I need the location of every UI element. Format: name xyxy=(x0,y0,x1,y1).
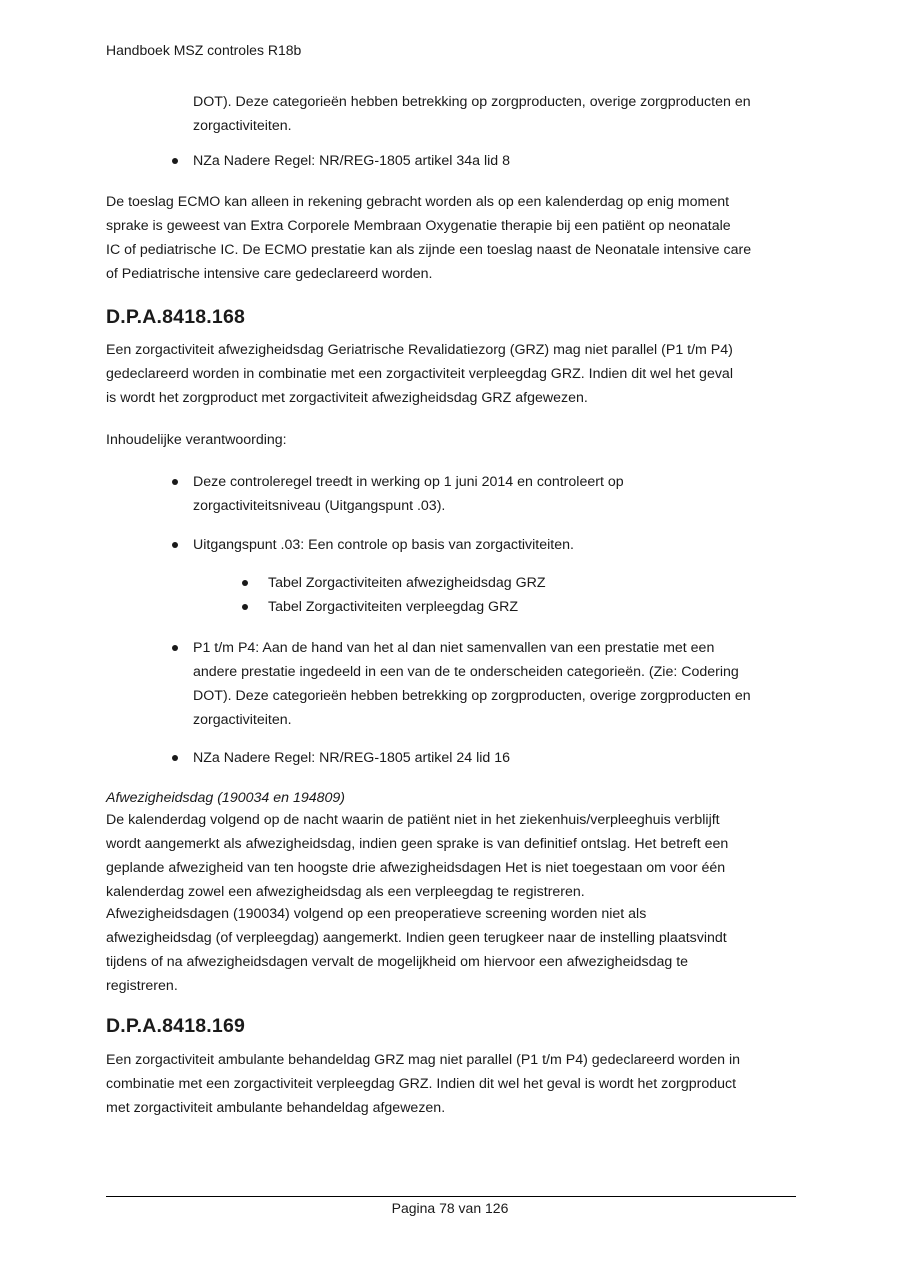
text-line: wordt aangemerkt als afwezigheidsdag, indien geen sprake is van definitief ontslag. Het betreft een xyxy=(106,836,729,852)
text-line: met zorgactiviteit ambulante behandeldag afgewezen. xyxy=(106,1100,446,1116)
page-number: Pagina 78 van 126 xyxy=(391,1200,509,1216)
text-line: registreren. xyxy=(106,978,178,994)
text-line: afwezigheidsdag (of verpleegdag) aangemerkt. Indien geen terugkeer naar de instelling plaatsvindt xyxy=(106,930,727,946)
text-line: is wordt het zorgproduct met zorgactiviteit afwezigheidsdag GRZ afgewezen. xyxy=(106,390,588,406)
list-item: Uitgangspunt .03: Een controle op basis van zorgactiviteiten. xyxy=(193,537,574,553)
bullet-icon xyxy=(242,580,248,586)
text-line: Afwezigheidsdagen (190034) volgend op een preoperatieve screening worden niet als xyxy=(106,906,647,922)
italic-subheading: Afwezigheidsdag (190034 en 194809) xyxy=(106,790,346,806)
text-line: geplande afwezigheid van ten hoogste drie afwezigheidsdagen Het is niet toegestaan om voor één xyxy=(106,860,726,876)
label: Inhoudelijke verantwoording: xyxy=(106,432,287,448)
sub-list-item: Tabel Zorgactiviteiten verpleegdag GRZ xyxy=(268,599,518,615)
bullet-icon xyxy=(172,479,178,485)
text-line: sprake is geweest van Extra Corporele Membraan Oxygenatie therapie bij een patiënt op neonatale xyxy=(106,218,731,234)
text-line: zorgactiviteiten. xyxy=(193,118,292,134)
list-item: Deze controleregel treedt in werking op 1 juni 2014 en controleert op xyxy=(193,474,624,490)
list-item: NZa Nadere Regel: NR/REG-1805 artikel 34a lid 8 xyxy=(193,153,511,169)
list-item-continued: zorgactiviteitsniveau (Uitgangspunt .03). xyxy=(193,498,446,514)
bullet-icon xyxy=(172,645,178,651)
text-line: of Pediatrische intensive care gedeclareerd worden. xyxy=(106,266,433,282)
list-item: NZa Nadere Regel: NR/REG-1805 artikel 24 lid 16 xyxy=(193,750,511,766)
running-header: Handboek MSZ controles R18b xyxy=(106,42,302,58)
sub-list-item: Tabel Zorgactiviteiten afwezigheidsdag GRZ xyxy=(268,575,546,591)
bullet-icon xyxy=(172,755,178,761)
text-line: Een zorgactiviteit afwezigheidsdag Geriatrische Revalidatiezorg (GRZ) mag niet parallel (P1 t/m P4) xyxy=(106,342,733,358)
text-line: De kalenderdag volgend op de nacht waarin de patiënt niet in het ziekenhuis/verpleeghuis verblijft xyxy=(106,812,720,828)
text-line: De toeslag ECMO kan alleen in rekening gebracht worden als op een kalenderdag op enig moment xyxy=(106,194,730,210)
text-line: Een zorgactiviteit ambulante behandeldag GRZ mag niet parallel (P1 t/m P4) gedeclareerd worden in xyxy=(106,1052,741,1068)
bullet-icon xyxy=(242,604,248,610)
text-line: tijdens of na afwezigheidsdagen vervalt de mogelijkheid om hiervoor een afwezigheidsdag te xyxy=(106,954,689,970)
footer-divider xyxy=(106,1196,796,1197)
text-line: gedeclareerd worden in combinatie met een zorgactiviteit verpleegdag GRZ. Indien dit wel het geval xyxy=(106,366,733,382)
text-line: combinatie met een zorgactiviteit verpleegdag GRZ. Indien dit wel het geval is wordt het zorgproduct xyxy=(106,1076,737,1092)
list-item-continued: andere prestatie ingedeeld in een van de te onderscheiden categorieën. (Zie: Codering xyxy=(193,664,739,680)
list-item: P1 t/m P4: Aan de hand van het al dan niet samenvallen van een prestatie met een xyxy=(193,640,715,656)
text-line: DOT). Deze categorieën hebben betrekking op zorgproducten, overige zorgproducten en xyxy=(193,94,751,110)
section-heading: D.P.A.8418.169 xyxy=(106,1015,246,1037)
bullet-icon xyxy=(172,158,178,164)
bullet-icon xyxy=(172,542,178,548)
list-item-continued: zorgactiviteiten. xyxy=(193,712,292,728)
list-item-continued: DOT). Deze categorieën hebben betrekking op zorgproducten, overige zorgproducten en xyxy=(193,688,751,704)
text-line: kalenderdag zowel een afwezigheidsdag als een verpleegdag te registreren. xyxy=(106,884,585,900)
section-heading: D.P.A.8418.168 xyxy=(106,306,246,328)
text-line: IC of pediatrische IC. De ECMO prestatie kan als zijnde een toeslag naast de Neonatale intensive care xyxy=(106,242,752,258)
